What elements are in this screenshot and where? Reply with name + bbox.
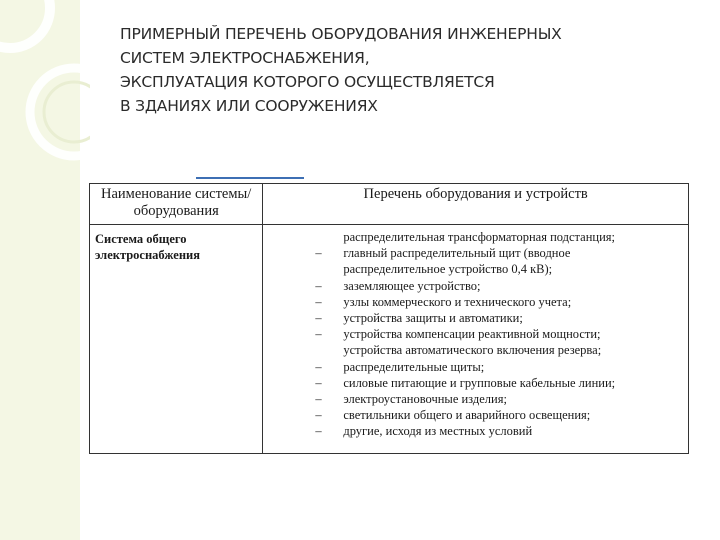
list-item [263,294,688,310]
list-item [263,407,688,423]
list-item-text: другие, исходя из местных условий [343,424,533,439]
list-item-text: устройства автоматического включения резерва; [343,343,602,358]
dash-marker [263,229,343,245]
list-item [263,278,688,294]
equipment-list-cell [263,225,689,454]
list-item [263,245,688,261]
header-system-name: Наименование системы/оборудования [90,184,263,225]
list-item [263,310,688,326]
list-item [263,391,688,407]
dash-marker: – [315,359,322,374]
title-line: ЭКСПЛУАТАЦИЯ КОТОРОГО ОСУЩЕСТВЛЯЕТСЯ [120,73,495,91]
list-item-text: устройства защиты и автоматики; [343,311,523,326]
system-name-cell: Система общего электроснабжения [90,225,263,454]
accent-line [196,177,304,179]
dash-marker: – [315,246,322,261]
list-item-text: заземляющее устройство; [343,278,481,293]
title-line: СИСТЕМ ЭЛЕКТРОСНАБЖЕНИЯ, [120,49,370,67]
table-row [90,225,689,454]
list-item-text: электроустановочные изделия; [343,392,507,407]
list-item-text: распределительные щиты; [343,359,485,374]
list-item [263,342,688,358]
list-item-text: главный распределительный щит (вводное [343,246,571,261]
dash-marker: – [315,294,322,309]
list-item [263,326,688,342]
dash-marker: – [315,278,322,293]
title-line: ПРИМЕРНЫЙ ПЕРЕЧЕНЬ ОБОРУДОВАНИЯ ИНЖЕНЕРНЫХ [120,25,562,43]
list-item [263,359,688,375]
list-item-text: распределительное устройство 0,4 кВ); [343,262,553,277]
list-item [263,375,688,391]
list-item-text: светильники общего и аварийного освещения; [343,408,591,423]
list-item-text: распределительная трансформаторная подстанция; [343,230,616,244]
header-equipment-list: Перечень оборудования и устройств [263,184,689,225]
dash-marker: – [315,327,322,342]
dash-marker: – [315,392,322,407]
dash-marker: – [315,375,322,390]
page-title [120,22,680,118]
dash-marker [263,342,343,358]
list-item [263,229,688,245]
dash-marker: – [315,311,322,326]
table-header-row [90,184,689,225]
list-item [263,423,688,439]
decorative-circles [0,0,90,200]
list-item [263,261,688,277]
dash-marker: – [315,424,322,439]
list-item-text: силовые питающие и групповые кабельные линии; [343,375,616,390]
dash-marker: – [315,408,322,423]
list-item-text: узлы коммерческого и технического учета; [343,294,572,309]
title-line: В ЗДАНИЯХ ИЛИ СООРУЖЕНИЯХ [120,97,378,115]
dash-marker [263,261,343,277]
list-item-text: устройства компенсации реактивной мощности; [343,327,601,342]
equipment-table [89,183,689,454]
